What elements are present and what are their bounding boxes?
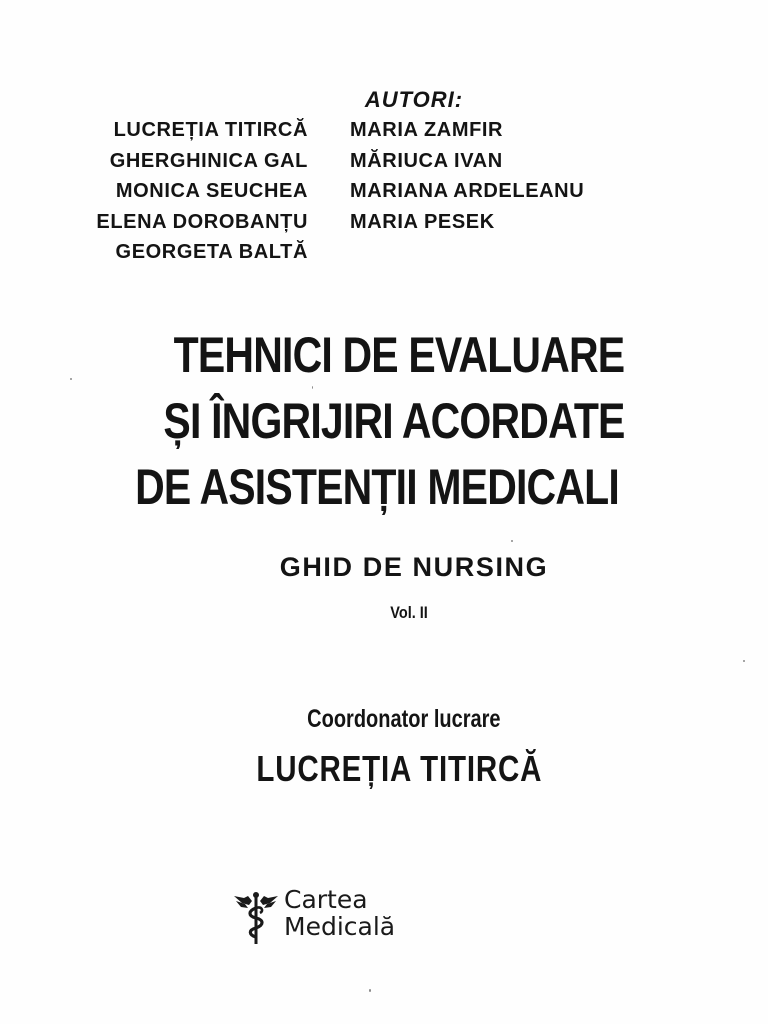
author-name: LUCREȚIA TITIRCĂ: [113, 119, 308, 141]
volume-number: [0, 603, 768, 623]
authors-column-left: [96, 115, 308, 268]
publisher-name: [284, 886, 395, 940]
author-name: MARIA PESEK: [350, 210, 495, 233]
volume-label: Vol. II: [390, 603, 428, 622]
coordinator-label-text: Coordonator lucrare: [307, 705, 501, 733]
book-subtitle: GHID DE NURSING: [279, 552, 549, 582]
coordinator-name-text: LUCREȚIA TITIRCĂ: [256, 748, 542, 789]
author-name: GEORGETA BALTĂ: [115, 241, 308, 263]
author-name: MARIANA ARDELEANU: [350, 180, 585, 202]
book-title-line: ȘI ÎNGRIJIRI ACORDATE: [163, 393, 625, 449]
author-name: MARIA ZAMFIR: [350, 119, 504, 141]
caduceus-icon: [232, 892, 280, 946]
paper-speck: [511, 540, 513, 542]
publisher-name-line: Medicală: [284, 912, 396, 941]
paper-speck: [70, 378, 72, 380]
paper-speck: [369, 989, 371, 992]
author-name: MONICA SEUCHEA: [115, 180, 308, 202]
book-title: [0, 322, 768, 520]
publisher-logo-block: [232, 886, 452, 956]
author-name: MĂRIUCA IVAN: [350, 149, 503, 172]
book-title-line: TEHNICI DE EVALUARE: [173, 327, 625, 383]
coordinator-name: [0, 748, 768, 790]
author-name: ELENA DOROBANȚU: [96, 210, 308, 233]
book-title-line: DE ASISTENȚII MEDICALI: [135, 459, 619, 515]
publisher-name-line: Cartea: [284, 885, 368, 914]
coordinator-label: [0, 705, 768, 734]
paper-speck: [312, 386, 313, 389]
author-name: GHERGHINICA GAL: [109, 149, 308, 172]
authors-heading: AUTORI:: [364, 87, 464, 112]
paper-speck: [743, 660, 745, 662]
authors-column-right: [350, 115, 584, 237]
